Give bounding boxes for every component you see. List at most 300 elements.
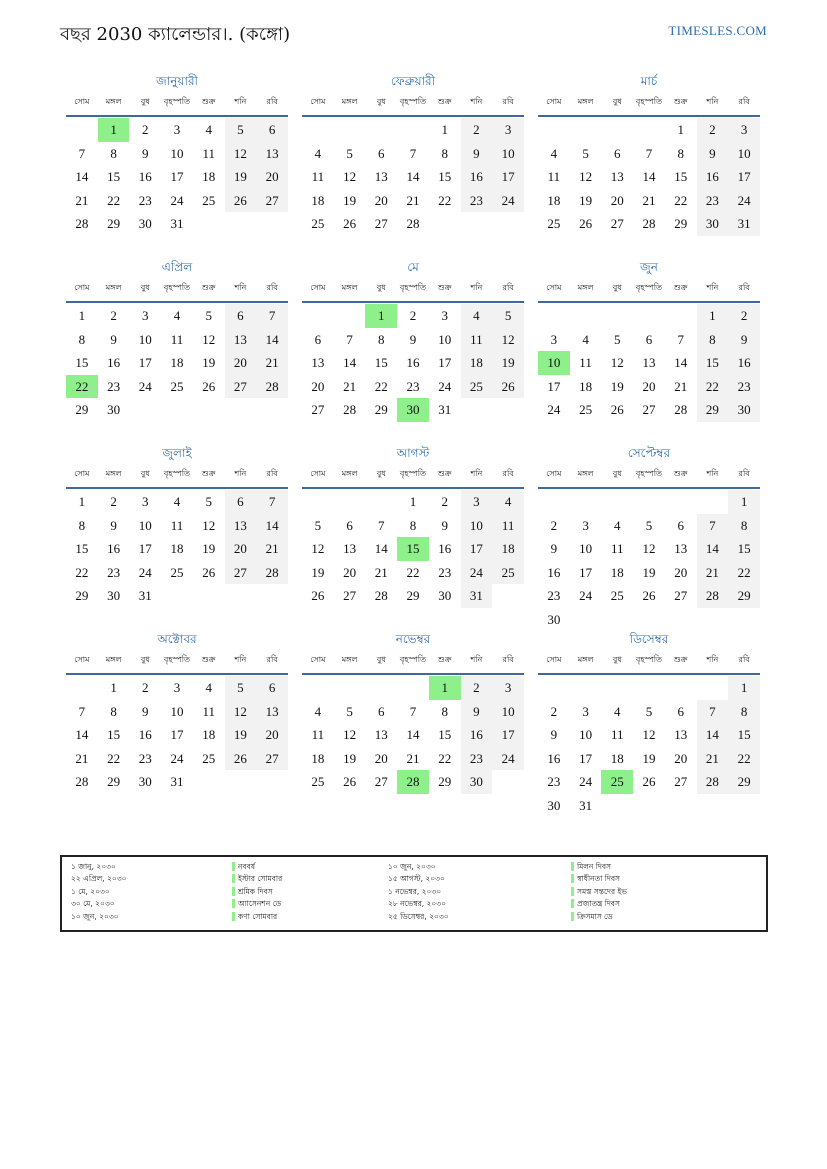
day-cell: 31 [728, 212, 760, 236]
legend-holiday-name: অ্যাসেনশন ডে [232, 899, 281, 908]
day-cell: 19 [492, 351, 524, 375]
weekday-label: শনি [706, 469, 719, 478]
day-cell: 24 [492, 189, 524, 213]
empty-cell [538, 490, 570, 514]
day-cell: 23 [406, 378, 420, 394]
day-cell: 26 [225, 747, 257, 771]
weekday-label: রবি [502, 97, 514, 106]
weekday-label: শনি [234, 655, 247, 664]
empty-cell [570, 676, 602, 700]
weekday-label: শনি [706, 655, 719, 664]
holiday-day-cell: 25 [601, 770, 633, 794]
weekday-label: সোম [74, 469, 90, 478]
day-cell: 20 [256, 723, 288, 747]
day-cell: 23 [728, 375, 760, 399]
day-cell: 10 [728, 142, 760, 166]
day-cell: 27 [674, 774, 688, 789]
days-grid [66, 118, 288, 236]
holiday-day-cell: 10 [538, 351, 570, 375]
day-cell: 2 [142, 122, 149, 137]
weekday-label: শুক্র [673, 469, 688, 478]
day-cell: 21 [75, 750, 89, 766]
weekday-label: বুধ [376, 655, 386, 664]
day-cell: 23 [461, 747, 493, 771]
day-cell: 9 [550, 541, 558, 556]
day-cell: 26 [343, 774, 357, 789]
day-cell: 6 [614, 145, 621, 161]
day-cell: 1 [677, 122, 684, 137]
day-cell: 26 [610, 402, 624, 417]
day-cell: 28 [642, 216, 656, 231]
legend-date: ১ মে, ২০৩০ [71, 886, 110, 896]
weekday-label: সোম [546, 283, 562, 292]
day-cell: 20 [343, 564, 357, 580]
weekday-label: বৃহস্পতি [635, 97, 663, 106]
weekday-label: মঙ্গল [341, 655, 358, 664]
day-cell: 20 [674, 750, 688, 766]
legend-name-row [571, 861, 627, 873]
day-cell: 20 [311, 378, 325, 394]
weekday-label: সোম [310, 469, 326, 478]
day-cell: 7 [697, 700, 729, 724]
day-cell: 4 [314, 703, 322, 719]
day-cell: 8 [441, 145, 448, 161]
day-cell: 15 [697, 351, 729, 375]
day-cell: 19 [202, 541, 216, 556]
day-cell: 13 [256, 142, 288, 166]
weekday-label: রবি [738, 97, 750, 106]
weekday-label: শুক্র [437, 283, 452, 292]
day-cell: 25 [492, 561, 524, 585]
day-cell: 27 [256, 189, 288, 213]
day-cell: 11 [311, 727, 325, 742]
weekday-label: শুক্র [437, 97, 452, 106]
day-cell: 23 [547, 588, 561, 603]
day-cell: 25 [311, 774, 325, 789]
legend-name-row [571, 898, 627, 910]
day-cell: 1 [78, 308, 86, 323]
holiday-legend [60, 855, 768, 932]
empty-cell [302, 676, 334, 700]
day-cell: 2 [728, 304, 760, 328]
day-cell: 29 [75, 588, 89, 603]
day-cell: 4 [461, 304, 493, 328]
weekday-label: সোম [546, 655, 562, 664]
legend-names-column-2 [571, 861, 627, 923]
weekday-label: মঙ্গল [577, 469, 594, 478]
weekday-label: বুধ [612, 469, 622, 478]
site-link[interactable]: TIMESLES.COM [668, 23, 767, 38]
day-cell: 24 [547, 402, 561, 417]
day-cell: 18 [461, 351, 493, 375]
empty-cell [334, 118, 366, 142]
day-cell: 22 [406, 564, 420, 580]
day-cell: 13 [610, 169, 624, 184]
empty-cell [665, 304, 697, 328]
day-cell: 19 [642, 564, 656, 580]
day-cell: 15 [75, 355, 89, 370]
day-cell: 12 [492, 328, 524, 352]
weekday-label: বৃহস্পতি [163, 655, 191, 664]
day-cell: 3 [728, 118, 760, 142]
day-cell: 5 [614, 331, 621, 347]
legend-date: ৩০ মে, ২০৩০ [71, 899, 115, 909]
day-cell: 21 [674, 378, 688, 394]
legend-name-row [571, 886, 627, 898]
day-cell: 4 [314, 145, 322, 161]
day-cell: 8 [697, 328, 729, 352]
day-cell: 12 [642, 541, 656, 556]
month-name: নভেম্বর [395, 632, 431, 646]
day-cell: 10 [492, 700, 524, 724]
day-cell: 8 [110, 703, 117, 719]
days-grid [302, 304, 524, 422]
day-cell: 31 [461, 584, 493, 608]
day-cell: 1 [697, 304, 729, 328]
day-cell: 19 [311, 564, 325, 580]
day-cell: 3 [142, 494, 149, 509]
day-cell: 30 [107, 588, 121, 603]
legend-name-row [232, 886, 282, 898]
day-cell: 17 [438, 355, 452, 370]
empty-cell [302, 304, 334, 328]
day-cell: 14 [697, 723, 729, 747]
day-cell: 18 [311, 750, 325, 766]
day-cell: 25 [579, 402, 593, 417]
day-cell: 8 [409, 517, 417, 533]
day-cell: 22 [107, 750, 121, 766]
day-cell: 13 [256, 700, 288, 724]
day-cell: 27 [225, 561, 257, 585]
day-cell: 7 [78, 145, 86, 161]
day-cell: 19 [343, 192, 357, 208]
month-name: মার্চ [640, 74, 658, 88]
day-cell: 18 [610, 750, 624, 766]
day-cell: 22 [438, 750, 452, 766]
day-cell: 17 [138, 541, 152, 556]
day-cell: 5 [492, 304, 524, 328]
day-cell: 2 [550, 703, 558, 719]
weekday-label: বুধ [140, 97, 150, 106]
day-cell: 1 [728, 490, 760, 514]
month-block [66, 443, 288, 629]
day-cell: 17 [461, 537, 493, 561]
day-cell: 20 [610, 192, 624, 208]
day-cell: 15 [374, 355, 388, 370]
day-cell: 14 [256, 514, 288, 538]
day-cell: 25 [202, 750, 216, 766]
day-cell: 20 [374, 750, 388, 766]
day-cell: 12 [642, 727, 656, 742]
day-cell: 11 [579, 355, 592, 370]
day-cell: 28 [75, 774, 89, 789]
day-cell: 16 [461, 165, 493, 189]
weekday-label: বুধ [612, 283, 622, 292]
weekday-label: শনি [234, 283, 247, 292]
day-cell: 6 [346, 517, 353, 533]
empty-cell [601, 118, 633, 142]
weekday-label: রবি [266, 469, 278, 478]
day-cell: 5 [582, 145, 589, 161]
weekday-label: বৃহস্পতি [635, 655, 663, 664]
day-cell: 27 [374, 774, 388, 789]
day-cell: 9 [728, 328, 760, 352]
weekday-header [302, 277, 524, 303]
day-cell: 25 [461, 375, 493, 399]
weekday-label: বৃহস্পতি [163, 469, 191, 478]
day-cell: 21 [697, 747, 729, 771]
weekday-label: সোম [74, 283, 90, 292]
legend-name-row [232, 861, 282, 873]
day-cell: 7 [409, 145, 417, 161]
holiday-day-cell: 15 [397, 537, 429, 561]
weekday-label: বৃহস্পতি [399, 469, 427, 478]
day-cell: 18 [170, 541, 184, 556]
day-cell: 16 [107, 541, 121, 556]
month-name: জুন [640, 260, 658, 274]
day-cell: 26 [642, 774, 656, 789]
day-cell: 11 [202, 145, 215, 161]
weekday-label: বুধ [376, 97, 386, 106]
weekday-label: শুক্র [673, 655, 688, 664]
weekday-label: মঙ্গল [577, 97, 594, 106]
day-cell: 17 [579, 564, 593, 580]
empty-cell [334, 490, 366, 514]
empty-cell [538, 304, 570, 328]
day-cell: 11 [611, 727, 624, 742]
month-name: মে [407, 260, 419, 274]
day-cell: 13 [374, 169, 388, 184]
month-name: সেপ্টেম্বর [627, 446, 671, 460]
day-cell: 14 [406, 727, 420, 742]
empty-cell [665, 490, 697, 514]
empty-cell [633, 304, 665, 328]
weekday-label: বুধ [376, 469, 386, 478]
legend-holiday-name: কণা সোমবার [232, 912, 277, 921]
day-cell: 6 [378, 145, 385, 161]
weekday-label: শুক্র [673, 283, 688, 292]
days-grid [538, 490, 760, 631]
day-cell: 16 [107, 355, 121, 370]
day-cell: 6 [378, 703, 385, 719]
day-cell: 5 [314, 517, 322, 533]
day-cell: 9 [461, 700, 493, 724]
empty-cell [601, 304, 633, 328]
day-cell: 17 [492, 165, 524, 189]
weekday-label: বৃহস্পতি [399, 655, 427, 664]
month-block [302, 71, 524, 257]
day-cell: 29 [697, 398, 729, 422]
day-cell: 15 [438, 169, 452, 184]
day-cell: 26 [492, 375, 524, 399]
empty-cell [334, 676, 366, 700]
empty-cell [365, 118, 397, 142]
weekday-header [538, 463, 760, 489]
day-cell: 11 [311, 169, 325, 184]
day-cell: 12 [610, 355, 624, 370]
day-cell: 16 [461, 723, 493, 747]
day-cell: 27 [674, 588, 688, 603]
empty-cell [365, 676, 397, 700]
day-cell: 21 [256, 351, 288, 375]
holiday-day-cell: 1 [365, 304, 397, 328]
day-cell: 20 [642, 378, 656, 394]
day-cell: 30 [138, 216, 152, 231]
day-cell: 29 [107, 216, 121, 231]
empty-cell [66, 676, 98, 700]
empty-cell [665, 676, 697, 700]
weekday-label: মঙ্গল [105, 469, 122, 478]
day-cell: 19 [202, 355, 216, 370]
day-cell: 26 [343, 216, 357, 231]
legend-holiday-name: ইস্টার সোমবার [232, 874, 282, 883]
day-cell: 16 [406, 355, 420, 370]
legend-names-column-1 [232, 861, 282, 923]
day-cell: 26 [202, 378, 216, 394]
day-cell: 7 [697, 514, 729, 538]
day-cell: 19 [579, 192, 593, 208]
day-cell: 27 [343, 588, 357, 603]
day-cell: 18 [170, 355, 184, 370]
legend-holiday-name: মিলন দিবস [571, 862, 611, 871]
day-cell: 16 [547, 750, 561, 766]
day-cell: 4 [205, 680, 212, 695]
day-cell: 29 [107, 774, 121, 789]
day-cell: 5 [225, 676, 257, 700]
day-cell: 17 [138, 355, 152, 370]
month-name: অক্টোবর [157, 632, 197, 646]
holiday-day-cell: 1 [429, 676, 461, 700]
day-cell: 12 [202, 331, 216, 347]
weekday-label: সোম [310, 97, 326, 106]
weekday-label: রবি [266, 283, 278, 292]
day-cell: 30 [138, 774, 152, 789]
days-grid [302, 676, 524, 794]
day-cell: 8 [728, 514, 760, 538]
weekday-label: বৃহস্পতি [635, 469, 663, 478]
days-grid [302, 118, 524, 236]
day-cell: 25 [202, 192, 216, 208]
day-cell: 4 [614, 517, 621, 533]
day-cell: 9 [142, 145, 149, 161]
weekday-label: মঙ্গল [105, 655, 122, 664]
day-cell: 5 [645, 703, 653, 719]
day-cell: 3 [582, 517, 589, 533]
legend-date: ১০ জুন, ২০৩০ [71, 911, 119, 921]
day-cell: 25 [311, 216, 325, 231]
day-cell: 14 [642, 169, 656, 184]
weekday-label: রবি [502, 655, 514, 664]
days-grid [66, 676, 288, 794]
legend-name-row [232, 873, 282, 885]
weekday-label: মঙ্গল [341, 469, 358, 478]
day-cell: 9 [697, 142, 729, 166]
weekday-label: বুধ [140, 655, 150, 664]
day-cell: 15 [107, 727, 121, 742]
holiday-day-cell: 28 [397, 770, 429, 794]
empty-cell [302, 490, 334, 514]
weekday-header [538, 649, 760, 675]
legend-holiday-name: ক্রিসমাস ডে [571, 912, 613, 921]
day-cell: 24 [438, 378, 452, 394]
days-grid [302, 490, 524, 608]
day-cell: 22 [374, 378, 388, 394]
day-cell: 24 [138, 378, 152, 394]
weekday-label: রবি [738, 283, 750, 292]
weekday-label: শনি [706, 97, 719, 106]
day-cell: 30 [438, 588, 452, 603]
empty-cell [538, 118, 570, 142]
day-cell: 5 [205, 308, 212, 323]
weekday-header [302, 463, 524, 489]
day-cell: 22 [728, 747, 760, 771]
day-cell: 5 [645, 517, 653, 533]
day-cell: 17 [547, 378, 561, 394]
day-cell: 24 [728, 189, 760, 213]
empty-cell [697, 490, 729, 514]
weekday-label: মঙ্গল [341, 97, 358, 106]
day-cell: 28 [256, 375, 288, 399]
weekday-header [302, 91, 524, 117]
empty-cell [538, 676, 570, 700]
day-cell: 5 [225, 118, 257, 142]
day-cell: 18 [610, 564, 624, 580]
day-cell: 20 [374, 192, 388, 208]
day-cell: 1 [110, 680, 117, 695]
day-cell: 16 [697, 165, 729, 189]
weekday-label: শুক্র [201, 283, 216, 292]
day-cell: 4 [550, 145, 558, 161]
day-cell: 12 [225, 700, 257, 724]
day-cell: 15 [438, 727, 452, 742]
weekday-label: বৃহস্পতি [163, 283, 191, 292]
day-cell: 13 [225, 514, 257, 538]
day-cell: 31 [138, 588, 152, 603]
day-cell: 27 [610, 216, 624, 231]
day-cell: 14 [256, 328, 288, 352]
day-cell: 3 [441, 308, 448, 323]
day-cell: 18 [311, 192, 325, 208]
day-cell: 22 [728, 561, 760, 585]
day-cell: 23 [107, 378, 121, 394]
empty-cell [302, 118, 334, 142]
days-grid [538, 676, 760, 817]
legend-date: ১৫ আগস্ট, ২০৩০ [388, 874, 445, 884]
day-cell: 2 [142, 680, 149, 695]
day-cell: 22 [438, 192, 452, 208]
day-cell: 15 [674, 169, 688, 184]
day-cell: 6 [225, 490, 257, 514]
day-cell: 20 [674, 564, 688, 580]
weekday-label: রবি [502, 283, 514, 292]
legend-dates-column-1 [71, 861, 126, 923]
day-cell: 8 [78, 517, 86, 533]
day-cell: 7 [256, 490, 288, 514]
day-cell: 11 [202, 703, 215, 719]
day-cell: 23 [138, 192, 152, 208]
day-cell: 26 [311, 588, 325, 603]
day-cell: 7 [409, 703, 417, 719]
day-cell: 13 [642, 355, 656, 370]
holiday-day-cell: 1 [98, 118, 130, 142]
month-block [538, 71, 760, 257]
day-cell: 9 [550, 727, 558, 742]
day-cell: 12 [311, 541, 325, 556]
day-cell: 28 [406, 216, 420, 231]
day-cell: 24 [461, 561, 493, 585]
day-cell: 18 [202, 727, 216, 742]
day-cell: 10 [138, 517, 152, 533]
